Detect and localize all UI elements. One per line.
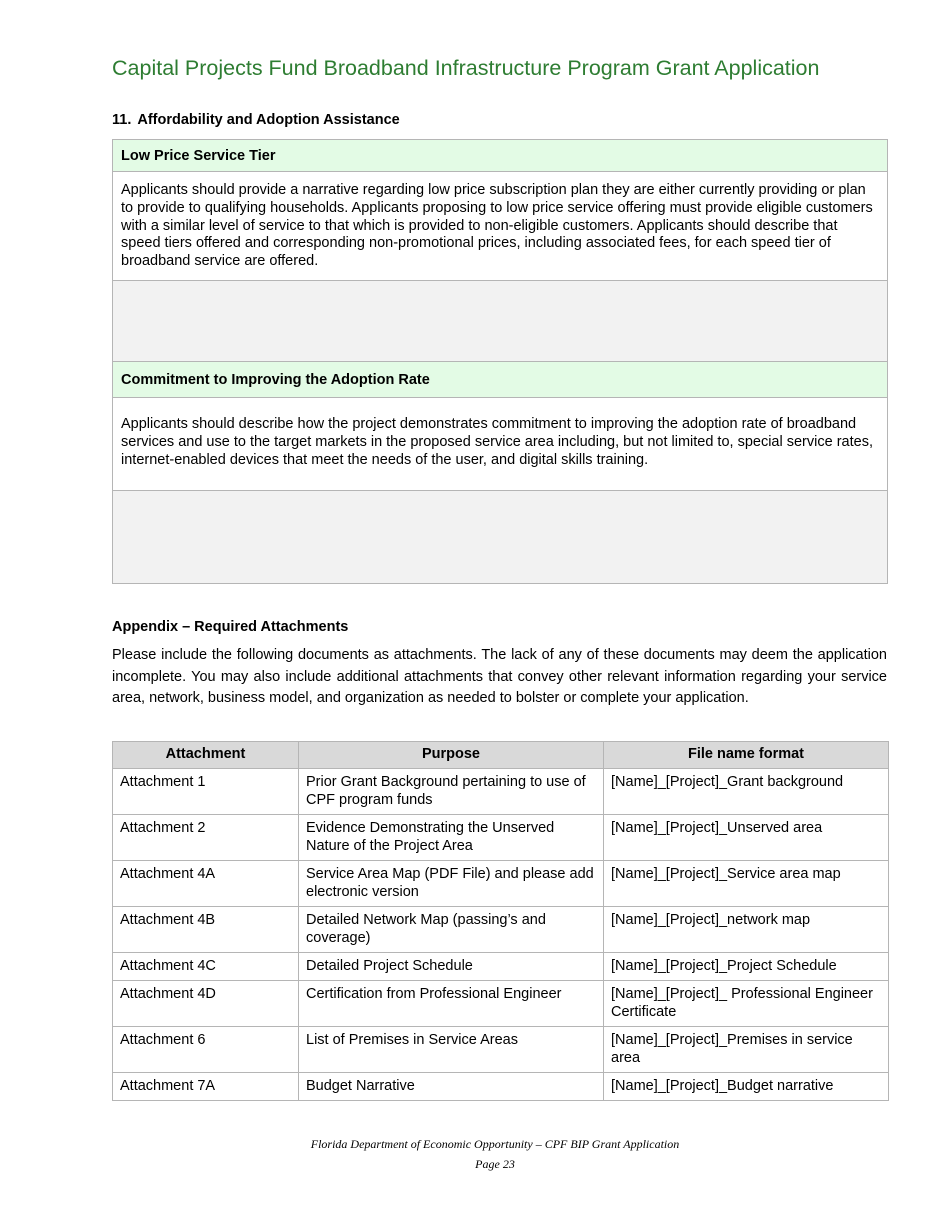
column-header-file-format: File name format [604, 742, 889, 769]
low-price-tier-header: Low Price Service Tier [113, 140, 888, 172]
purpose-cell: Detailed Project Schedule [299, 953, 604, 981]
low-price-tier-description: Applicants should provide a narrative regarding low price subscription plan they are either currently providing or plan to provide to qualifying households. Applicants proposing to low price service offering must provide eligible customers with a similar level of service to that which is provided to non-eligible customers. Applicants should describe that speed tiers offered and corresponding non-promotional prices, including associated fees, for each speed tier of broadband service are offered. [113, 172, 888, 281]
purpose-cell: Budget Narrative [299, 1073, 604, 1101]
block-description-row [113, 172, 888, 281]
file-format-cell: [Name]_[Project]_network map [604, 907, 889, 953]
adoption-rate-response-field[interactable] [113, 491, 888, 584]
purpose-cell: Certification from Professional Engineer [299, 981, 604, 1027]
block-header-row [113, 140, 888, 172]
low-price-tier-response-field[interactable] [113, 281, 888, 362]
block-description-row [113, 398, 888, 491]
page-title: Capital Projects Fund Broadband Infrastructure Program Grant Application [112, 56, 820, 80]
table-row [113, 953, 889, 981]
block-header-row [113, 362, 888, 398]
footer-page-number: Page 23 [475, 1157, 515, 1171]
table-row [113, 907, 889, 953]
appendix-heading: Appendix – Required Attachments [112, 619, 349, 635]
adoption-rate-header: Commitment to Improving the Adoption Rate [113, 362, 888, 398]
column-header-purpose: Purpose [299, 742, 604, 769]
appendix-intro: Please include the following documents as attachments. The lack of any of these documents may deem the application incomplete. You may also include additional attachments that convey other relevant information regarding your service area, network, business model, and organization as needed to bolster or complete your application. [112, 647, 887, 706]
block-response-row [113, 281, 888, 362]
column-header-attachment: Attachment [113, 742, 299, 769]
section-title: Affordability and Adoption Assistance [137, 112, 400, 128]
file-format-cell: [Name]_[Project]_Premises in service area [604, 1027, 889, 1073]
adoption-rate-description: Applicants should describe how the project demonstrates commitment to improving the adoption rate of broadband services and use to the target markets in the proposed service area including, but not limited to, special service rates, internet-enabled devices that meet the needs of the user, and digital skills training. [113, 398, 888, 491]
block-response-row [113, 491, 888, 584]
table-row [113, 861, 889, 907]
file-format-cell: [Name]_[Project]_Budget narrative [604, 1073, 889, 1101]
section-heading [112, 112, 400, 128]
attachment-cell: Attachment 7A [113, 1073, 299, 1101]
attachment-cell: Attachment 6 [113, 1027, 299, 1073]
table-row [113, 1073, 889, 1101]
file-format-cell: [Name]_[Project]_Project Schedule [604, 953, 889, 981]
attachment-cell: Attachment 4D [113, 981, 299, 1027]
purpose-cell: Evidence Demonstrating the Unserved Nature of the Project Area [299, 815, 604, 861]
attachment-cell: Attachment 4C [113, 953, 299, 981]
purpose-cell: Prior Grant Background pertaining to use of CPF program funds [299, 769, 604, 815]
affordability-form-table [112, 139, 888, 584]
table-header-row [113, 742, 889, 769]
table-row [113, 981, 889, 1027]
purpose-cell: Service Area Map (PDF File) and please add electronic version [299, 861, 604, 907]
attachments-table [112, 741, 889, 1101]
attachment-cell: Attachment 1 [113, 769, 299, 815]
purpose-cell: List of Premises in Service Areas [299, 1027, 604, 1073]
attachment-cell: Attachment 4A [113, 861, 299, 907]
file-format-cell: [Name]_[Project]_Grant background [604, 769, 889, 815]
file-format-cell: [Name]_[Project]_Service area map [604, 861, 889, 907]
attachment-cell: Attachment 2 [113, 815, 299, 861]
file-format-cell: [Name]_[Project]_Unserved area [604, 815, 889, 861]
table-row [113, 769, 889, 815]
section-number: 11. [112, 112, 132, 128]
table-row [113, 1027, 889, 1073]
file-format-cell: [Name]_[Project]_ Professional Engineer Certificate [604, 981, 889, 1027]
attachment-cell: Attachment 4B [113, 907, 299, 953]
table-row [113, 815, 889, 861]
purpose-cell: Detailed Network Map (passing’s and coverage) [299, 907, 604, 953]
footer-organization: Florida Department of Economic Opportunity – CPF BIP Grant Application [310, 1137, 680, 1151]
